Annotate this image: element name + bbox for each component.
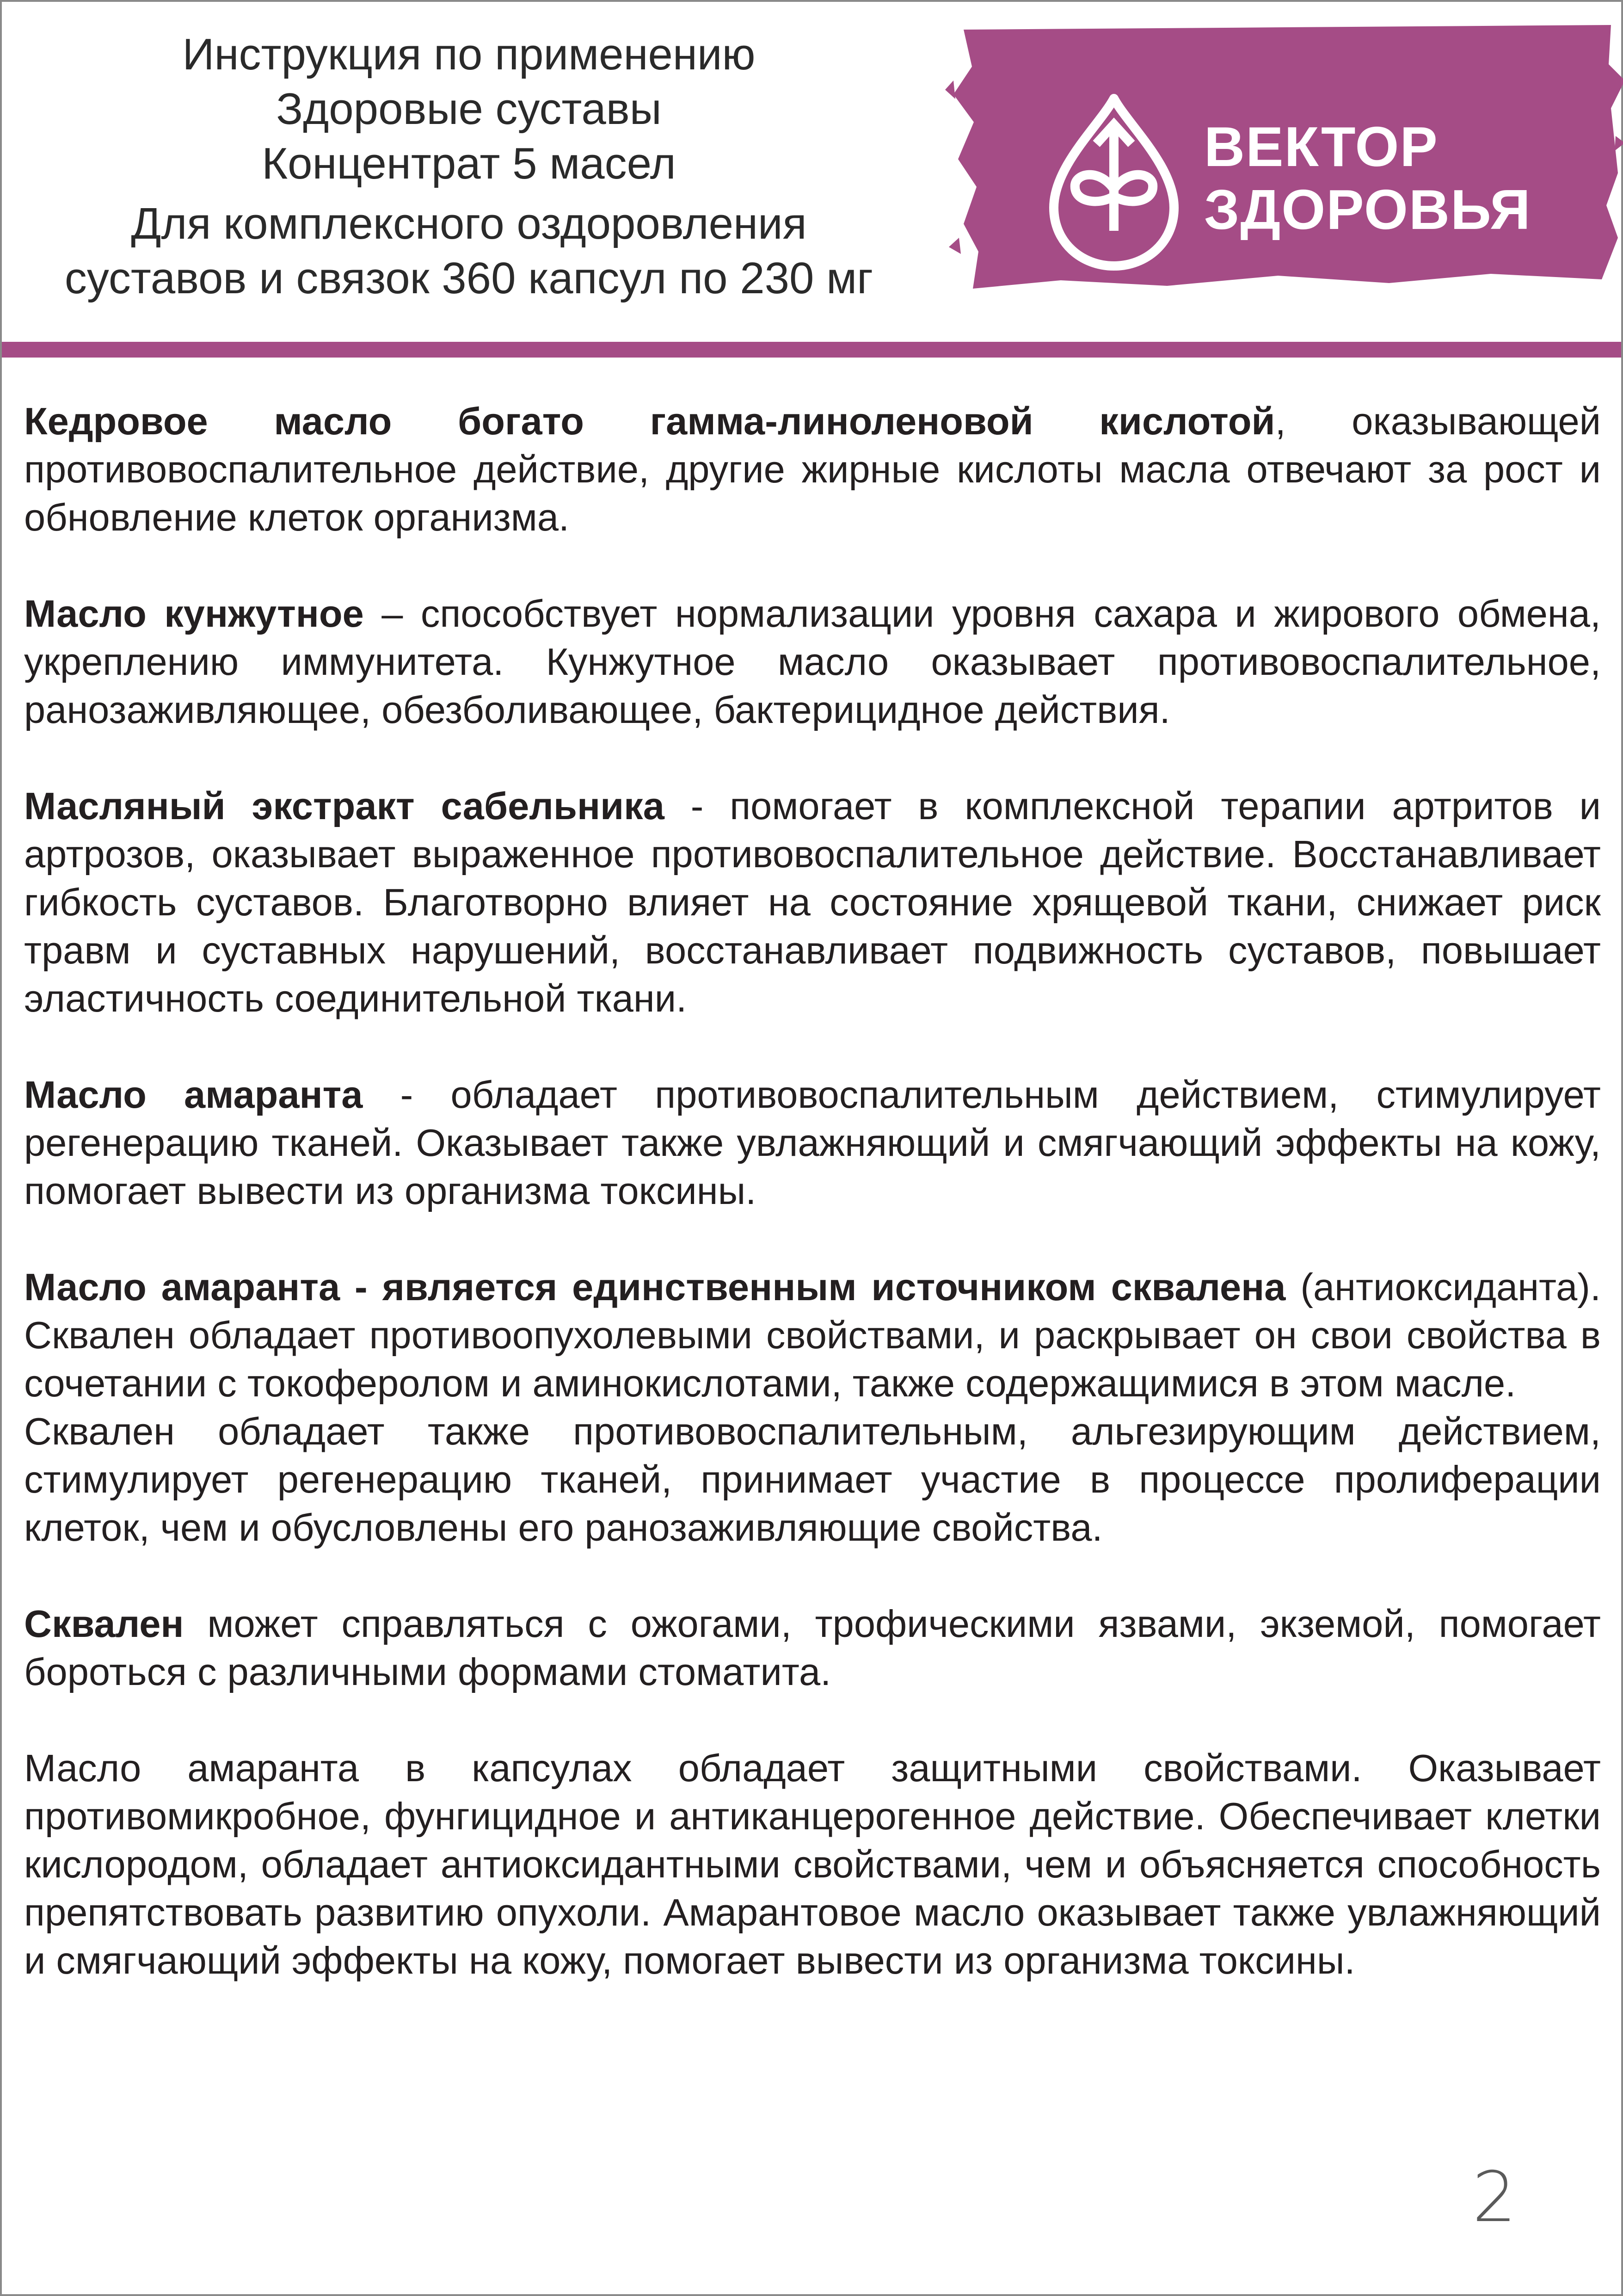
title-line-2: Здоровые суставы <box>276 84 662 134</box>
paragraph-cinquefoil-extract: Масляный экстракт сабельника - помогает в комплексной терапии артритов и артрозов, оказывает выраженное противовоспалительное действие. Восстанавливает гибкость суставов. Благотворно влияет на состояние хрящевой ткани, снижает риск травм и суставных нарушений, восстанавливает подвижность суставов, повышает эластичность соединительной ткани. <box>24 784 1601 1020</box>
drop-sprout-arrow-icon <box>1045 92 1183 272</box>
paragraph-squalene-properties: Сквален обладает также противовоспалительным, альгезирующим действием, стимулирует регенерацию тканей, принимает участие в процессе пролиферации клеток, чем и обусловлены его ранозаживляющие свойства. <box>24 1410 1601 1549</box>
brand-line-1: ВЕКТОР <box>1204 115 1439 178</box>
paragraph-amaranth-capsules: Масло амаранта в капсулах обладает защитными свойствами. Оказывает противомикробное, фунгицидное и антиканцерогенное действие. Обеспечивает клетки кислородом, обладает антиоксидантными свойствами, чем и объясняется способность препятствовать развитию опухоли. Амарантовое масло оказывает также увлажняющий и смягчающий эффекты на кожу, помогает вывести из организма токсины. <box>24 1747 1601 1982</box>
document-title <box>20 27 917 306</box>
title-line-3: Концентрат 5 масел <box>262 139 676 188</box>
paragraph-amaranth-squalene: Масло амаранта - является единственным источником сквалена (антиоксиданта). Сквален обладает противоопухолевыми свойствами, и раскрывает он свои свойства в сочетании с токоферолом и аминокислотами, также содержащимися в этом масле. <box>24 1265 1601 1405</box>
paragraph-cedar-oil: Кедровое масло богато гамма-линоленовой кислотой, оказывающей противовоспалительное действие, другие жирные кислоты масла отвечают за рост и обновление клеток организма. <box>24 400 1601 539</box>
paragraph-squalene-uses: Сквален может справляться с ожогами, трофическими язвами, экземой, помогает бороться с различными формами стоматита. <box>24 1602 1601 1693</box>
paragraph-amaranth-oil: Масло амаранта - обладает противовоспалительным действием, стимулирует регенерацию тканей. Оказывает также увлажняющий и смягчающий эффекты на кожу, помогает вывести из организма токсины. <box>24 1073 1601 1212</box>
title-line-5: суставов и связок 360 капсул по 230 мг <box>64 253 873 303</box>
title-line-4: Для комплексного оздоровления <box>131 199 807 248</box>
brand-logo <box>945 20 1623 298</box>
paragraph-sesame-oil: Масло кунжутное – способствует нормализации уровня сахара и жирового обмена, укреплению иммунитета. Кунжутное масло оказывает противовоспалительное, ранозаживляющее, обезболивающее, бактерицидное действия. <box>24 592 1601 731</box>
header-divider <box>2 342 1621 358</box>
title-line-1: Инструкция по применению <box>182 30 756 79</box>
brand-line-2: ЗДОРОВЬЯ <box>1204 178 1531 241</box>
document-body <box>24 397 1601 2033</box>
brand-name <box>1204 115 1531 241</box>
page-number: 2 <box>1472 2157 1517 2238</box>
